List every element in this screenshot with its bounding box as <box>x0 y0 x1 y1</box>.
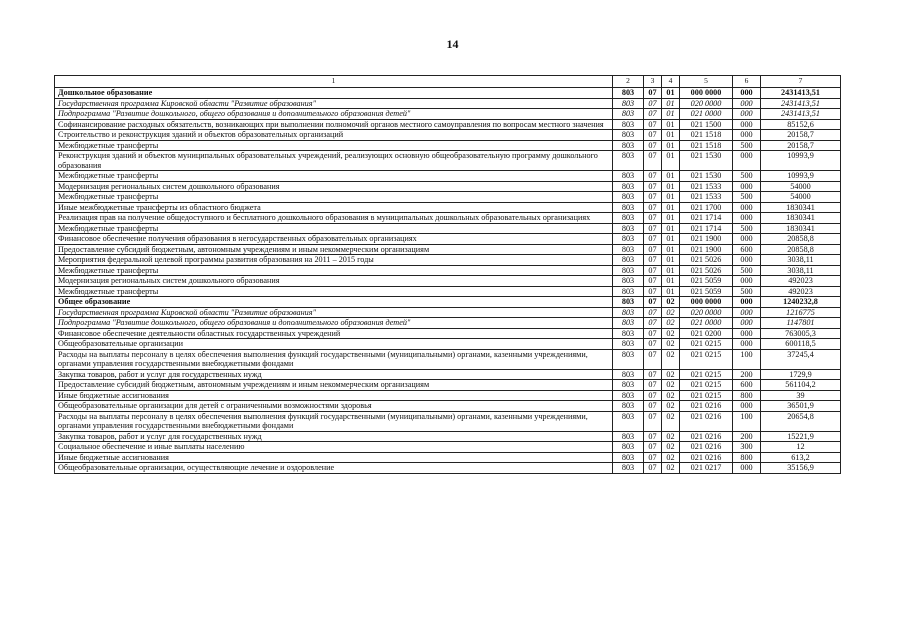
row-name-cell: Межбюджетные трансферты <box>55 223 613 234</box>
amount-cell: 2431413,51 <box>761 109 841 120</box>
expense-type-cell: 000 <box>733 339 761 350</box>
row-name-cell: Мероприятия федеральной целевой программы развития образования на 2011 – 2015 годы <box>55 255 613 266</box>
target-article-cell: 021 1714 <box>680 213 733 224</box>
target-article-cell: 021 0216 <box>680 452 733 463</box>
section-code-cell: 07 <box>644 463 662 474</box>
amount-cell: 37245,4 <box>761 349 841 369</box>
section-code-cell: 07 <box>644 369 662 380</box>
section-code-cell: 07 <box>644 431 662 442</box>
table-row <box>55 276 841 287</box>
section-code-cell: 07 <box>644 255 662 266</box>
table-row <box>55 223 841 234</box>
expense-type-cell: 300 <box>733 442 761 453</box>
section-code-cell: 07 <box>644 181 662 192</box>
subsection-code-cell: 02 <box>662 463 680 474</box>
ministry-code-cell: 803 <box>613 380 644 391</box>
expense-type-cell: 500 <box>733 286 761 297</box>
row-name-cell: Расходы на выплаты персоналу в целях обеспечения выполнения функций государственными (муниципальными) органами, казенными учреждениями, органами управления государственными внебюджетными фондами <box>55 349 613 369</box>
expense-type-cell: 500 <box>733 223 761 234</box>
table-row <box>55 202 841 213</box>
section-code-cell: 07 <box>644 411 662 431</box>
ministry-code-cell: 803 <box>613 151 644 171</box>
row-name-cell: Межбюджетные трансферты <box>55 171 613 182</box>
row-name-cell: Расходы на выплаты персоналу в целях обеспечения выполнения функций государственными (муниципальными) органами, казенными учреждениями, органами управления государственными внебюджетными фондами <box>55 411 613 431</box>
section-code-cell: 07 <box>644 151 662 171</box>
amount-cell: 20858,8 <box>761 234 841 245</box>
ministry-code-cell: 803 <box>613 130 644 141</box>
section-code-cell: 07 <box>644 140 662 151</box>
expense-type-cell: 000 <box>733 213 761 224</box>
subsection-code-cell: 01 <box>662 140 680 151</box>
expense-type-cell: 500 <box>733 192 761 203</box>
expense-type-cell: 000 <box>733 401 761 412</box>
ministry-code-cell: 803 <box>613 318 644 329</box>
amount-cell: 35156,9 <box>761 463 841 474</box>
amount-cell: 1240232,8 <box>761 297 841 308</box>
subsection-code-cell: 01 <box>662 244 680 255</box>
section-code-cell: 07 <box>644 297 662 308</box>
row-name-cell: Иные межбюджетные трансферты из областного бюджета <box>55 202 613 213</box>
table-row <box>55 151 841 171</box>
ministry-code-cell: 803 <box>613 286 644 297</box>
row-name-cell: Государственная программа Кировской области "Развитие образования" <box>55 307 613 318</box>
section-code-cell: 07 <box>644 390 662 401</box>
table-row <box>55 88 841 99</box>
amount-cell: 36501,9 <box>761 401 841 412</box>
subsection-code-cell: 01 <box>662 234 680 245</box>
table-row <box>55 286 841 297</box>
subsection-code-cell: 02 <box>662 411 680 431</box>
expense-type-cell: 000 <box>733 318 761 329</box>
expense-type-cell: 000 <box>733 130 761 141</box>
table-row <box>55 181 841 192</box>
expense-type-cell: 100 <box>733 411 761 431</box>
row-name-cell: Иные бюджетные ассигнования <box>55 390 613 401</box>
section-code-cell: 07 <box>644 307 662 318</box>
amount-cell: 1830341 <box>761 213 841 224</box>
amount-cell: 10993,9 <box>761 171 841 182</box>
row-name-cell: Общеобразовательные организации, осуществляющие лечение и оздоровление <box>55 463 613 474</box>
table-row <box>55 411 841 431</box>
subsection-code-cell: 02 <box>662 297 680 308</box>
section-code-cell: 07 <box>644 339 662 350</box>
header-cell: 6 <box>733 76 761 88</box>
amount-cell: 85152,6 <box>761 119 841 130</box>
ministry-code-cell: 803 <box>613 265 644 276</box>
section-code-cell: 07 <box>644 380 662 391</box>
ministry-code-cell: 803 <box>613 109 644 120</box>
ministry-code-cell: 803 <box>613 452 644 463</box>
row-name-cell: Общее образование <box>55 297 613 308</box>
amount-cell: 20858,8 <box>761 244 841 255</box>
subsection-code-cell: 02 <box>662 380 680 391</box>
expense-type-cell: 200 <box>733 431 761 442</box>
target-article-cell: 021 1518 <box>680 140 733 151</box>
section-code-cell: 07 <box>644 202 662 213</box>
ministry-code-cell: 803 <box>613 244 644 255</box>
subsection-code-cell: 01 <box>662 255 680 266</box>
section-code-cell: 07 <box>644 213 662 224</box>
page-number: 14 <box>446 37 459 51</box>
ministry-code-cell: 803 <box>613 213 644 224</box>
ministry-code-cell: 803 <box>613 98 644 109</box>
table-row <box>55 265 841 276</box>
subsection-code-cell: 02 <box>662 401 680 412</box>
target-article-cell: 021 1530 <box>680 171 733 182</box>
ministry-code-cell: 803 <box>613 88 644 99</box>
target-article-cell: 021 5059 <box>680 286 733 297</box>
ministry-code-cell: 803 <box>613 349 644 369</box>
expense-type-cell: 000 <box>733 119 761 130</box>
section-code-cell: 07 <box>644 442 662 453</box>
section-code-cell: 07 <box>644 452 662 463</box>
expense-type-cell: 600 <box>733 244 761 255</box>
target-article-cell: 021 5026 <box>680 265 733 276</box>
expense-type-cell: 000 <box>733 234 761 245</box>
subsection-code-cell: 01 <box>662 192 680 203</box>
target-article-cell: 021 0215 <box>680 349 733 369</box>
target-article-cell: 020 0000 <box>680 98 733 109</box>
table-row <box>55 255 841 266</box>
section-code-cell: 07 <box>644 192 662 203</box>
subsection-code-cell: 02 <box>662 431 680 442</box>
target-article-cell: 021 0216 <box>680 401 733 412</box>
table-row <box>55 452 841 463</box>
ministry-code-cell: 803 <box>613 401 644 412</box>
table-row <box>55 98 841 109</box>
ministry-code-cell: 803 <box>613 276 644 287</box>
section-code-cell: 07 <box>644 171 662 182</box>
ministry-code-cell: 803 <box>613 328 644 339</box>
ministry-code-cell: 803 <box>613 442 644 453</box>
table-row <box>55 390 841 401</box>
expense-type-cell: 000 <box>733 307 761 318</box>
amount-cell: 1729,9 <box>761 369 841 380</box>
expense-type-cell: 000 <box>733 297 761 308</box>
section-code-cell: 07 <box>644 223 662 234</box>
amount-cell: 1830341 <box>761 202 841 213</box>
table-row <box>55 318 841 329</box>
table-row <box>55 130 841 141</box>
header-cell: 2 <box>613 76 644 88</box>
expense-type-cell: 600 <box>733 380 761 391</box>
ministry-code-cell: 803 <box>613 369 644 380</box>
ministry-code-cell: 803 <box>613 192 644 203</box>
amount-cell: 20158,7 <box>761 140 841 151</box>
section-code-cell: 07 <box>644 328 662 339</box>
amount-cell: 1147801 <box>761 318 841 329</box>
subsection-code-cell: 01 <box>662 181 680 192</box>
table-row <box>55 463 841 474</box>
subsection-code-cell: 01 <box>662 213 680 224</box>
amount-cell: 39 <box>761 390 841 401</box>
subsection-code-cell: 01 <box>662 151 680 171</box>
target-article-cell: 021 1533 <box>680 181 733 192</box>
target-article-cell: 021 5059 <box>680 276 733 287</box>
amount-cell: 20158,7 <box>761 130 841 141</box>
subsection-code-cell: 02 <box>662 307 680 318</box>
table-row <box>55 234 841 245</box>
target-article-cell: 021 1900 <box>680 234 733 245</box>
amount-cell: 492023 <box>761 286 841 297</box>
target-article-cell: 020 0000 <box>680 307 733 318</box>
expense-type-cell: 000 <box>733 328 761 339</box>
expense-type-cell: 000 <box>733 255 761 266</box>
header-cell: 1 <box>55 76 613 88</box>
ministry-code-cell: 803 <box>613 171 644 182</box>
expense-type-cell: 200 <box>733 369 761 380</box>
row-name-cell: Социальное обеспечение и иные выплаты населению <box>55 442 613 453</box>
target-article-cell: 021 0217 <box>680 463 733 474</box>
target-article-cell: 021 5026 <box>680 255 733 266</box>
amount-cell: 54000 <box>761 192 841 203</box>
row-name-cell: Закупка товаров, работ и услуг для государственных нужд <box>55 369 613 380</box>
row-name-cell: Предоставление субсидий бюджетным, автономным учреждениям и иным некоммерческим организациям <box>55 380 613 391</box>
amount-cell: 492023 <box>761 276 841 287</box>
subsection-code-cell: 02 <box>662 328 680 339</box>
ministry-code-cell: 803 <box>613 411 644 431</box>
ministry-code-cell: 803 <box>613 297 644 308</box>
subsection-code-cell: 02 <box>662 369 680 380</box>
table-row <box>55 369 841 380</box>
amount-cell: 763005,3 <box>761 328 841 339</box>
target-article-cell: 021 0215 <box>680 369 733 380</box>
section-code-cell: 07 <box>644 349 662 369</box>
table-row <box>55 109 841 120</box>
target-article-cell: 021 0000 <box>680 318 733 329</box>
section-code-cell: 07 <box>644 88 662 99</box>
subsection-code-cell: 01 <box>662 88 680 99</box>
expense-type-cell: 800 <box>733 452 761 463</box>
row-name-cell: Подпрограмма "Развитие дошкольного, общего образования и дополнительного образования детей" <box>55 109 613 120</box>
table-row <box>55 339 841 350</box>
row-name-cell: Межбюджетные трансферты <box>55 140 613 151</box>
amount-cell: 3038,11 <box>761 255 841 266</box>
header-cell: 7 <box>761 76 841 88</box>
section-code-cell: 07 <box>644 401 662 412</box>
target-article-cell: 021 0200 <box>680 328 733 339</box>
subsection-code-cell: 02 <box>662 452 680 463</box>
target-article-cell: 021 0216 <box>680 442 733 453</box>
ministry-code-cell: 803 <box>613 234 644 245</box>
section-code-cell: 07 <box>644 276 662 287</box>
row-name-cell: Межбюджетные трансферты <box>55 286 613 297</box>
ministry-code-cell: 803 <box>613 140 644 151</box>
target-article-cell: 000 0000 <box>680 88 733 99</box>
target-article-cell: 021 1700 <box>680 202 733 213</box>
table-row <box>55 192 841 203</box>
ministry-code-cell: 803 <box>613 339 644 350</box>
row-name-cell: Софинансирование расходных обязательств, возникающих при выполнении полномочий органов местного самоуправления по вопросам местного значения <box>55 119 613 130</box>
target-article-cell: 021 0215 <box>680 380 733 391</box>
target-article-cell: 021 1530 <box>680 151 733 171</box>
section-code-cell: 07 <box>644 119 662 130</box>
section-code-cell: 07 <box>644 234 662 245</box>
amount-cell: 600118,5 <box>761 339 841 350</box>
table-row <box>55 213 841 224</box>
amount-cell: 613,2 <box>761 452 841 463</box>
subsection-code-cell: 01 <box>662 276 680 287</box>
amount-cell: 1830341 <box>761 223 841 234</box>
section-code-cell: 07 <box>644 286 662 297</box>
budget-table <box>54 75 841 474</box>
section-code-cell: 07 <box>644 265 662 276</box>
table-row <box>55 442 841 453</box>
budget-table-body <box>55 76 841 474</box>
table-row <box>55 431 841 442</box>
target-article-cell: 021 0000 <box>680 109 733 120</box>
row-name-cell: Межбюджетные трансферты <box>55 192 613 203</box>
amount-cell: 12 <box>761 442 841 453</box>
expense-type-cell: 000 <box>733 202 761 213</box>
table-row <box>55 328 841 339</box>
row-name-cell: Иные бюджетные ассигнования <box>55 452 613 463</box>
subsection-code-cell: 02 <box>662 339 680 350</box>
target-article-cell: 021 1900 <box>680 244 733 255</box>
expense-type-cell: 000 <box>733 181 761 192</box>
subsection-code-cell: 01 <box>662 109 680 120</box>
subsection-code-cell: 02 <box>662 442 680 453</box>
header-cell: 3 <box>644 76 662 88</box>
target-article-cell: 021 1533 <box>680 192 733 203</box>
amount-cell: 1216775 <box>761 307 841 318</box>
expense-type-cell: 500 <box>733 265 761 276</box>
ministry-code-cell: 803 <box>613 181 644 192</box>
row-name-cell: Финансовое обеспечение деятельности областных государственных учреждений <box>55 328 613 339</box>
expense-type-cell: 000 <box>733 463 761 474</box>
expense-type-cell: 800 <box>733 390 761 401</box>
target-article-cell: 000 0000 <box>680 297 733 308</box>
subsection-code-cell: 01 <box>662 223 680 234</box>
target-article-cell: 021 0215 <box>680 339 733 350</box>
target-article-cell: 021 0216 <box>680 431 733 442</box>
header-cell: 4 <box>662 76 680 88</box>
amount-cell: 2431413,51 <box>761 88 841 99</box>
header-cell: 5 <box>680 76 733 88</box>
target-article-cell: 021 0216 <box>680 411 733 431</box>
row-name-cell: Модернизация региональных систем дошкольного образования <box>55 181 613 192</box>
subsection-code-cell: 01 <box>662 171 680 182</box>
section-code-cell: 07 <box>644 244 662 255</box>
target-article-cell: 021 1518 <box>680 130 733 141</box>
expense-type-cell: 000 <box>733 109 761 120</box>
amount-cell: 2431413,51 <box>761 98 841 109</box>
subsection-code-cell: 01 <box>662 119 680 130</box>
expense-type-cell: 100 <box>733 349 761 369</box>
amount-cell: 561104,2 <box>761 380 841 391</box>
section-code-cell: 07 <box>644 109 662 120</box>
target-article-cell: 021 1500 <box>680 119 733 130</box>
expense-type-cell: 000 <box>733 151 761 171</box>
table-row <box>55 119 841 130</box>
ministry-code-cell: 803 <box>613 463 644 474</box>
subsection-code-cell: 01 <box>662 202 680 213</box>
subsection-code-cell: 02 <box>662 390 680 401</box>
amount-cell: 20654,8 <box>761 411 841 431</box>
amount-cell: 15221,9 <box>761 431 841 442</box>
target-article-cell: 021 0215 <box>680 390 733 401</box>
table-row <box>55 307 841 318</box>
ministry-code-cell: 803 <box>613 255 644 266</box>
expense-type-cell: 000 <box>733 98 761 109</box>
row-name-cell: Финансовое обеспечение получения образования в негосударственных образовательных организациях <box>55 234 613 245</box>
ministry-code-cell: 803 <box>613 307 644 318</box>
row-name-cell: Модернизация региональных систем дошкольного образования <box>55 276 613 287</box>
row-name-cell: Дошкольное образование <box>55 88 613 99</box>
row-name-cell: Реализация прав на получение общедоступного и бесплатного дошкольного образования в муниципальных дошкольных образовательных организациях <box>55 213 613 224</box>
table-header-row <box>55 76 841 88</box>
expense-type-cell: 500 <box>733 171 761 182</box>
section-code-cell: 07 <box>644 130 662 141</box>
ministry-code-cell: 803 <box>613 119 644 130</box>
amount-cell: 10993,9 <box>761 151 841 171</box>
expense-type-cell: 000 <box>733 276 761 287</box>
table-row <box>55 349 841 369</box>
target-article-cell: 021 1714 <box>680 223 733 234</box>
ministry-code-cell: 803 <box>613 223 644 234</box>
table-row <box>55 244 841 255</box>
table-row <box>55 171 841 182</box>
subsection-code-cell: 02 <box>662 349 680 369</box>
row-name-cell: Закупка товаров, работ и услуг для государственных нужд <box>55 431 613 442</box>
table-row <box>55 380 841 391</box>
row-name-cell: Государственная программа Кировской области "Развитие образования" <box>55 98 613 109</box>
row-name-cell: Общеобразовательные организации для детей с ограниченными возможностями здоровья <box>55 401 613 412</box>
subsection-code-cell: 01 <box>662 286 680 297</box>
row-name-cell: Подпрограмма "Развитие дошкольного, общего образования и дополнительного образования детей" <box>55 318 613 329</box>
row-name-cell: Реконструкция зданий и объектов муниципальных образовательных учреждений, реализующих основную общеобразовательную программу дошкольного образования <box>55 151 613 171</box>
row-name-cell: Межбюджетные трансферты <box>55 265 613 276</box>
expense-type-cell: 000 <box>733 88 761 99</box>
ministry-code-cell: 803 <box>613 202 644 213</box>
expense-type-cell: 500 <box>733 140 761 151</box>
subsection-code-cell: 01 <box>662 98 680 109</box>
subsection-code-cell: 02 <box>662 318 680 329</box>
table-row <box>55 140 841 151</box>
amount-cell: 3038,11 <box>761 265 841 276</box>
row-name-cell: Общеобразовательные организации <box>55 339 613 350</box>
table-row <box>55 297 841 308</box>
section-code-cell: 07 <box>644 318 662 329</box>
ministry-code-cell: 803 <box>613 390 644 401</box>
ministry-code-cell: 803 <box>613 431 644 442</box>
row-name-cell: Предоставление субсидий бюджетным, автономным учреждениям и иным некоммерческим организациям <box>55 244 613 255</box>
section-code-cell: 07 <box>644 98 662 109</box>
table-row <box>55 401 841 412</box>
subsection-code-cell: 01 <box>662 265 680 276</box>
row-name-cell: Строительство и реконструкция зданий и объектов образовательных организаций <box>55 130 613 141</box>
amount-cell: 54000 <box>761 181 841 192</box>
subsection-code-cell: 01 <box>662 130 680 141</box>
